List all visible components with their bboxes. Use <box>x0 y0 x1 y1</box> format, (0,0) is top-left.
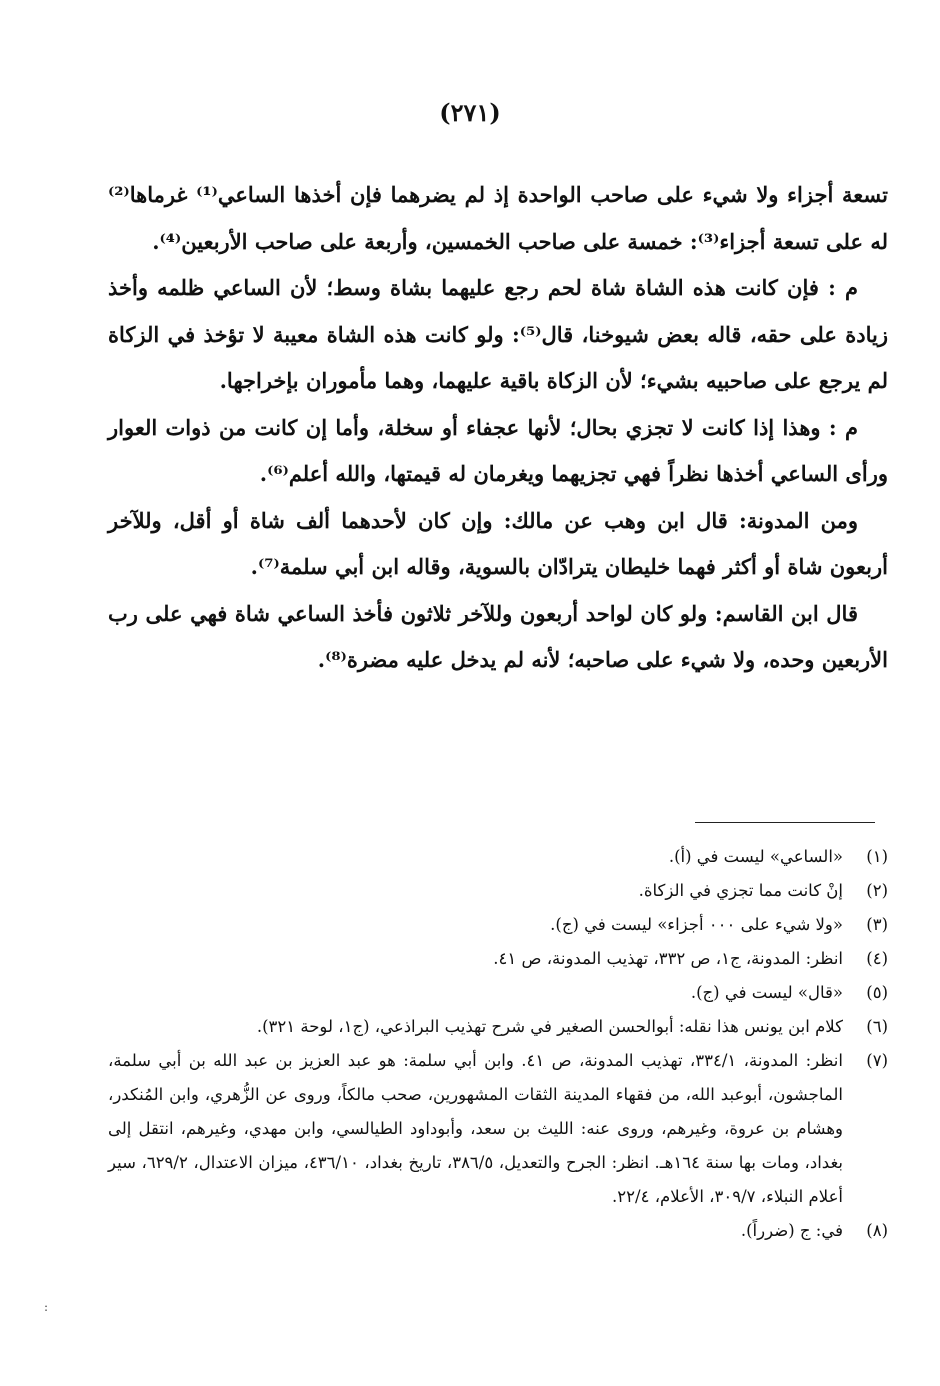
footnote-text: انظر: المدونة، ج١، ص ٣٣٢، تهذيب المدونة، ص ٤١. <box>493 949 843 968</box>
footnote-text: انظر: المدونة، ٣٣٤/١، تهذيب المدونة، ص ٤١. وابن أبي سلمة: هو عبد العزيز بن عبد الله بن أبي سلمة، الماجشون، أبوعبد الله، من فقهاء المدينة الثقات المشهورين، صحب مالكاً، وروى عن الزُّهري، وابن المُنكدر، وهشام بن عروة، وغيرهم، وروى عنه: الليث بن سعد، وأبوداود الطيالسي، وابن مهدي، وغيرهم، انتقل إلى بغداد، ومات بها سنة ١٦٤هـ. انظر: الجرح والتعديل، ٣٨٦/٥، تاريخ بغداد، ٤٣٦/١٠، ميزان الاعتدال، ٦٢٩/٢، سير أعلام النبلاء، ٣٠٩/٧، الأعلام، ٢٢/٤. <box>108 1051 843 1206</box>
footnote-text: «الساعي» ليست في (أ). <box>668 847 843 866</box>
paragraph-1: تسعة أجزاء ولا شيء على صاحب الواحدة إذ لم يضرهما فإن أخذها الساعي⁽¹⁾ غرماها⁽²⁾ له على تسعة أجزاء⁽³⁾: خمسة على صاحب الخمسين، وأربعة على صاحب الأربعين⁽⁴⁾. <box>108 182 888 254</box>
footnote-number: (١) <box>866 847 888 866</box>
footnote-number: (٤) <box>866 949 888 968</box>
footnote <box>108 1010 888 1044</box>
paragraph-4: ومن المدونة: قال ابن وهب عن مالك: وإن كان لأحدهما ألف شاة أو أقل، وللآخر أربعون شاة أو أكثر فهما خليطان يترادّان بالسوية، وقاله ابن أبي سلمة⁽⁷⁾. <box>108 507 888 579</box>
main-text <box>108 172 888 684</box>
footnote-text: «قال» ليست في (ج). <box>690 983 843 1002</box>
footnote-text: كلام ابن يونس هذا نقله: أبوالحسن الصغير في شرح تهذيب البراذعي، (ج١، لوحة ٣٢١). <box>256 1017 843 1036</box>
scan-speck: : <box>44 1300 49 1314</box>
footnote-number: (٣) <box>866 915 888 934</box>
footnote-text: في: ج (ضرراً). <box>740 1221 843 1240</box>
footnote-divider <box>695 822 875 823</box>
paragraph-5: قال ابن القاسم: ولو كان لواحد أربعون وللآخر ثلاثون فأخذ الساعي شاة فهي على رب الأربعين وحده، ولا شيء على صاحبه؛ لأنه لم يدخل عليه مضرة⁽⁸⁾. <box>108 600 888 672</box>
footnote-number: (٢) <box>866 881 888 900</box>
footnote <box>108 840 888 874</box>
page-number: (٢٧١) <box>439 98 501 127</box>
paragraph-3: م : وهذا إذا كانت لا تجزي بحال؛ لأنها عجفاء أو سخلة، وأما إن كانت من ذوات العوار ورأى الساعي أخذها نظراً فهي تجزيهما ويغرمان له قيمتها، والله أعلم⁽⁶⁾. <box>108 414 888 486</box>
footnote-number: (٨) <box>866 1221 888 1240</box>
footnote-number: (٥) <box>866 983 888 1002</box>
footnote <box>108 1044 888 1214</box>
footnote <box>108 1214 888 1248</box>
footnote <box>108 908 888 942</box>
footnote <box>108 976 888 1010</box>
paragraph-2: م : فإن كانت هذه الشاة شاة لحم رجع عليهما بشاة وسط؛ لأن الساعي ظلمه وأخذ زيادة على حقه، قاله بعض شيوخنا، قال⁽⁵⁾: ولو كانت هذه الشاة معيبة لا تؤخذ في الزكاة لم يرجع على صاحبيه بشيء؛ لأن الزكاة باقية عليهما، وهما مأموران بإخراجها. <box>108 275 888 393</box>
footnote-text: إنْ كانت مما تجزي في الزكاة. <box>638 881 843 900</box>
footnote-text: «ولا شيء على ٠٠٠ أجزاء» ليست في (ج). <box>550 915 843 934</box>
footnote <box>108 942 888 976</box>
footnote <box>108 874 888 908</box>
footnote-number: (٦) <box>866 1017 888 1036</box>
footnote-number: (٧) <box>866 1051 888 1070</box>
footnotes <box>108 840 888 1248</box>
